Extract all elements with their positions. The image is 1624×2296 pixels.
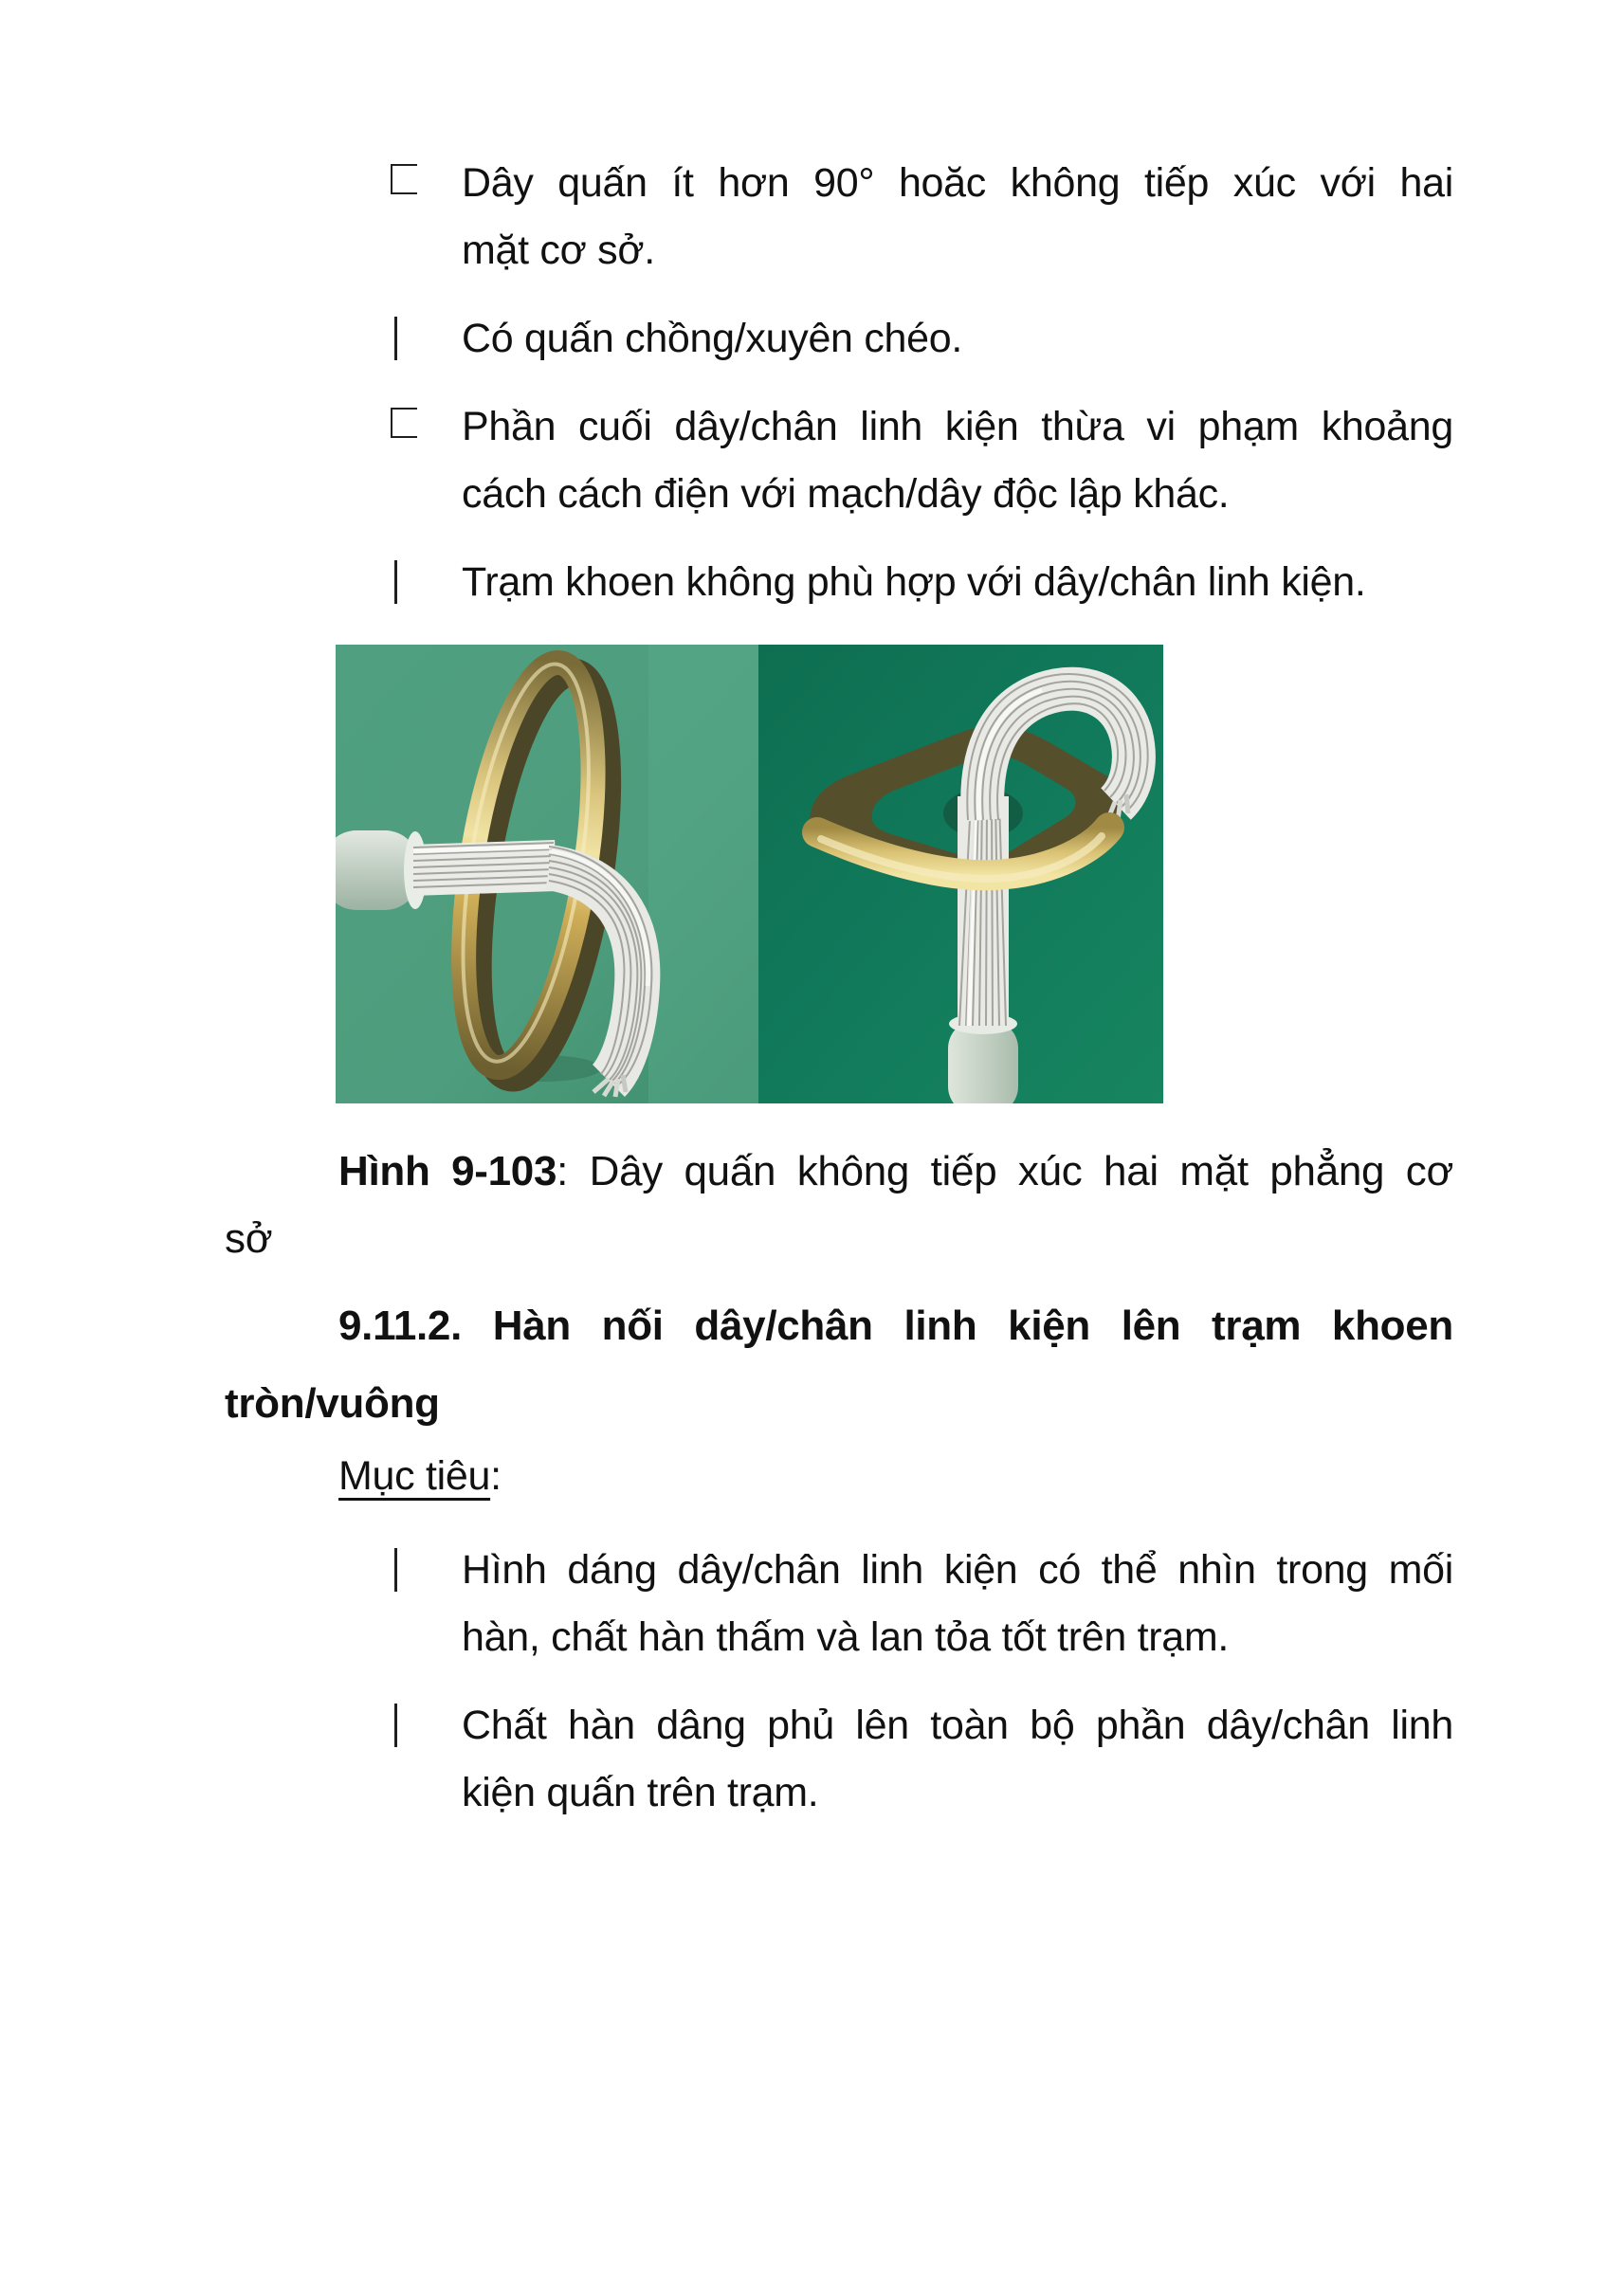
list-item (391, 393, 1453, 528)
figure-caption-line2: sở (225, 1215, 273, 1262)
figure-left-panel (336, 645, 758, 1103)
vertical-bar-bullet-icon (394, 1548, 397, 1592)
list-item-text: Có quấn chồng/xuyên chéo. (462, 316, 963, 361)
subsection-label-colon: : (490, 1453, 502, 1499)
section-heading-line1: 9.11.2. Hàn nối dây/chân linh kiện lên trạm khoen (338, 1303, 1453, 1349)
vertical-bar-bullet-icon (394, 1704, 397, 1747)
list-item (391, 150, 1453, 284)
figure-caption-line1 (225, 1138, 1453, 1205)
list-item-text: Chất hàn dâng phủ lên toàn bộ phần dây/chân linh kiện quấn trên trạm. (462, 1703, 1453, 1815)
list-item-text: Phần cuối dây/chân linh kiện thừa vi phạm khoảng cách cách điện với mạch/dây độc lập khác. (462, 404, 1453, 517)
figure-caption-text: : Dây quấn không tiếp xúc hai mặt phẳng cơ (557, 1148, 1454, 1194)
defect-list (225, 150, 1453, 616)
objective-list (225, 1537, 1453, 1827)
list-item-text: Trạm khoen không phù hợp với dây/chân linh kiện. (462, 559, 1366, 605)
list-item (391, 549, 1453, 616)
figure-image (336, 645, 1163, 1103)
open-box-bullet-icon (391, 408, 417, 438)
open-box-bullet-icon (391, 164, 417, 194)
section-heading-line2: tròn/vuông (225, 1380, 440, 1427)
list-item (391, 1537, 1453, 1671)
list-item (391, 1692, 1453, 1827)
vertical-bar-bullet-icon (394, 317, 397, 360)
list-item-text: Hình dáng dây/chân linh kiện có thể nhìn trong mối hàn, chất hàn thấm và lan tỏa tốt trên trạm. (462, 1547, 1453, 1660)
vertical-bar-bullet-icon (394, 560, 397, 604)
subsection-label (225, 1443, 1453, 1510)
section-heading (225, 1287, 1453, 1443)
figure-right-panel (758, 645, 1163, 1103)
list-item-text: Dây quấn ít hơn 90° hoăc không tiếp xúc với hai mặt cơ sở. (462, 160, 1453, 273)
figure-caption-number: Hình 9-103 (338, 1148, 557, 1194)
document-content (225, 0, 1453, 1848)
list-item (391, 305, 1453, 373)
figure-caption (225, 1138, 1453, 1272)
subsection-label-text: Mục tiêu (338, 1453, 491, 1499)
